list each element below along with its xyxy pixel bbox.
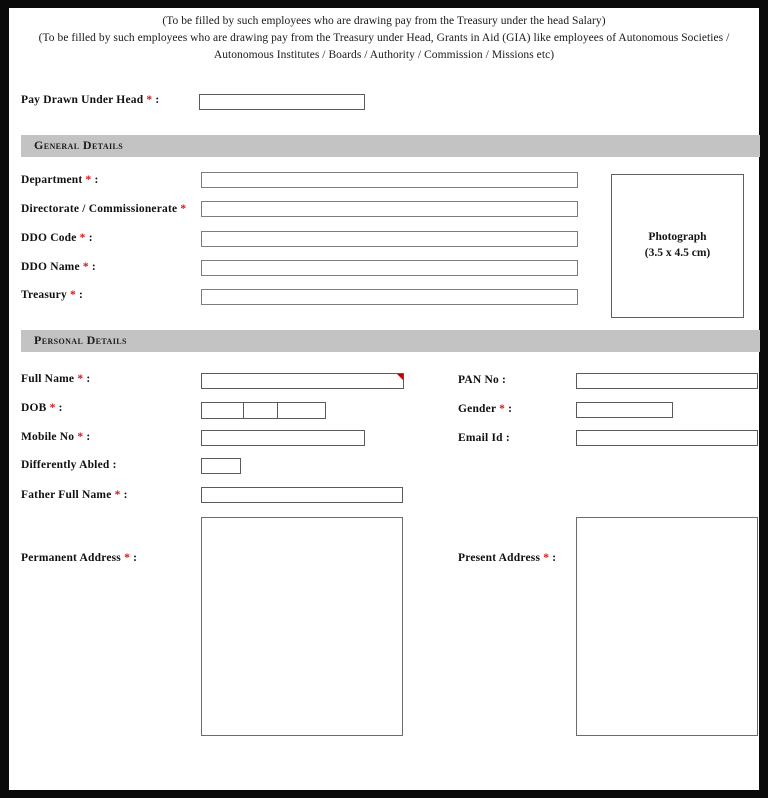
email-id-label [458, 432, 510, 444]
pay-drawn-under-head-label [21, 94, 159, 106]
pay-drawn-colon: : [155, 94, 160, 106]
comment-flag-icon [397, 374, 403, 380]
directorate-required-mark: * [180, 203, 187, 215]
pay-drawn-under-head-label-text: Pay Drawn Under Head [21, 94, 144, 106]
directorate-commissionerate-input[interactable] [201, 201, 578, 217]
father-full-name-input[interactable] [201, 487, 403, 503]
full-name-required-mark: * [77, 373, 84, 385]
treasury-required-mark: * [69, 289, 76, 301]
mobile-no-input[interactable] [201, 430, 365, 446]
permanent-address-textarea[interactable] [201, 517, 403, 736]
department-required-mark: * [85, 174, 92, 186]
full-name-label [21, 373, 90, 385]
instruction-line-1: (To be filled by such employees who are drawing pay from the Treasury under the head Salary) [162, 15, 606, 27]
gender-label [458, 403, 512, 415]
gender-required-mark: * [499, 403, 506, 415]
gender-colon: : [508, 403, 513, 415]
photograph-caption-line-1: Photograph [648, 231, 707, 243]
mobile-no-colon: : [86, 431, 91, 443]
mobile-no-label [21, 431, 90, 443]
department-input[interactable] [201, 172, 578, 188]
differently-abled-input[interactable] [201, 458, 241, 474]
differently-abled-label [21, 459, 117, 471]
ddo-name-colon: : [91, 261, 96, 273]
pan-no-label [458, 374, 506, 386]
personal-details-section-bar [21, 330, 760, 352]
dob-day-input[interactable] [202, 403, 244, 418]
permanent-address-label [21, 552, 137, 564]
present-address-required-mark: * [543, 552, 550, 564]
dob-colon: : [58, 402, 63, 414]
differently-abled-colon: : [112, 459, 117, 471]
treasury-colon: : [79, 289, 84, 301]
form-paper [9, 8, 759, 790]
mobile-no-required-mark: * [77, 431, 84, 443]
instruction-line-3: Autonomous Institutes / Boards / Authority / Commission / Missions etc) [213, 49, 555, 61]
father-full-name-required-mark: * [114, 489, 121, 501]
pan-no-label-text: PAN No [458, 374, 502, 386]
directorate-commissionerate-label-text: Directorate / Commissionerate [21, 203, 178, 215]
ddo-code-colon: : [88, 232, 93, 244]
mobile-no-label-text: Mobile No [21, 431, 75, 443]
ddo-name-input[interactable] [201, 260, 578, 276]
department-colon: : [94, 174, 99, 186]
permanent-address-colon: : [133, 552, 138, 564]
photograph-caption [612, 229, 743, 261]
dob-label-text: DOB [21, 402, 47, 414]
directorate-commissionerate-label [21, 203, 186, 215]
permanent-address-required-mark: * [124, 552, 131, 564]
personal-details-section-title: Personal Details [34, 333, 127, 347]
ddo-code-label-text: DDO Code [21, 232, 77, 244]
full-name-input[interactable] [201, 373, 404, 389]
present-address-textarea[interactable] [576, 517, 758, 736]
full-name-label-text: Full Name [21, 373, 75, 385]
instructions-block [9, 13, 759, 64]
pay-drawn-under-head-input[interactable] [199, 94, 365, 110]
photograph-caption-line-2: (3.5 x 4.5 cm) [644, 247, 711, 259]
permanent-address-label-text: Permanent Address [21, 552, 121, 564]
present-address-label-text: Present Address [458, 552, 541, 564]
department-label-text: Department [21, 174, 83, 186]
dob-input-group[interactable] [201, 402, 326, 419]
full-name-colon: : [86, 373, 91, 385]
photograph-upload-box[interactable] [611, 174, 744, 318]
pan-no-input[interactable] [576, 373, 758, 389]
dob-label [21, 402, 63, 414]
ddo-name-label-text: DDO Name [21, 261, 80, 273]
dob-year-input[interactable] [278, 403, 325, 418]
general-details-section-bar [21, 135, 760, 157]
ddo-code-input[interactable] [201, 231, 578, 247]
father-full-name-label-text: Father Full Name [21, 489, 112, 501]
ddo-code-label [21, 232, 93, 244]
pan-no-colon: : [502, 374, 507, 386]
treasury-label-text: Treasury [21, 289, 67, 301]
differently-abled-label-text: Differently Abled [21, 459, 110, 471]
email-id-input[interactable] [576, 430, 758, 446]
general-details-section-title: General Details [34, 138, 124, 152]
instruction-line-2: (To be filled by such employees who are drawing pay from the Treasury under Head, Grants in Aid (GIA) like employees of Autonomous Societies / [38, 32, 730, 44]
ddo-name-label [21, 261, 96, 273]
father-full-name-colon: : [123, 489, 128, 501]
gender-input[interactable] [576, 402, 673, 418]
present-address-label [458, 552, 556, 564]
present-address-colon: : [552, 552, 557, 564]
dob-month-input[interactable] [244, 403, 278, 418]
email-id-label-text: Email Id [458, 432, 503, 444]
email-id-colon: : [505, 432, 510, 444]
dob-required-mark: * [49, 402, 56, 414]
ddo-code-required-mark: * [79, 232, 86, 244]
treasury-label [21, 289, 83, 301]
treasury-input[interactable] [201, 289, 578, 305]
department-label [21, 174, 99, 186]
father-full-name-label [21, 489, 128, 501]
gender-label-text: Gender [458, 403, 497, 415]
pay-drawn-required-mark: * [146, 94, 153, 106]
ddo-name-required-mark: * [82, 261, 89, 273]
